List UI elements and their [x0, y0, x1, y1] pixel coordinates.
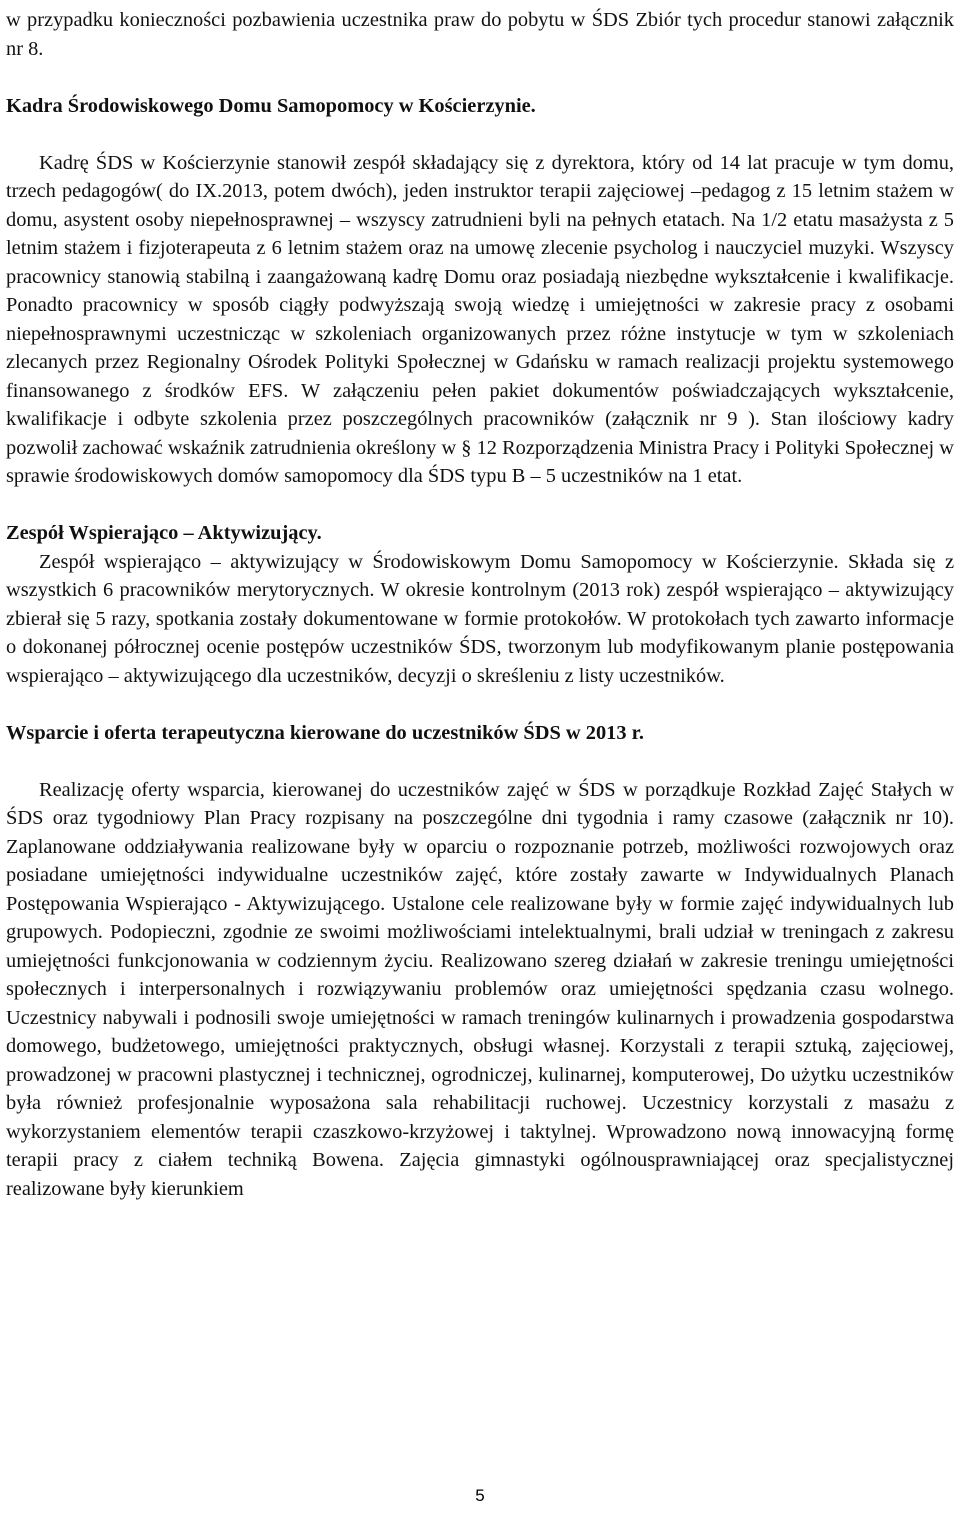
support-heading: Wsparcie i oferta terapeutyczna kierowane do uczestników ŚDS w 2013 r.	[6, 721, 644, 744]
spacer	[6, 63, 954, 92]
spacer	[6, 120, 954, 149]
team-heading: Zespół Wspierająco – Aktywizujący.	[6, 522, 322, 544]
spacer	[6, 491, 954, 520]
staff-paragraph: Kadrę ŚDS w Kościerzynie stanowił zespół składający się z dyrektora, który od 14 lat pracuje w tym domu, trzech pedagogów( do IX.2013, potem dwóch), jeden instruktor terapii zajęciowej –pedagog z 15 letnim stażem w domu, asystent osoby niepełnosprawnej – wszyscy zatrudnieni byli na pełnych etatach. Na 1/2 etatu masażysta z 5 letnim stażem i fizjoterapeuta z 6 letnim stażem oraz na umowę zlecenie psycholog i nauczyciel muzyki. Wszyscy pracownicy stanowią stabilną i zaangażowaną kadrę Domu oraz posiadają niezbędne wykształcenie i kwalifikacje. Ponadto pracownicy w sposób ciągły podwyższają swoją wiedzę i umiejętności w zakresie pracy z osobami niepełnosprawnymi uczestnicząc w szkoleniach organizowanych przez różne instytucje w tym w szkoleniach zlecanych przez Regionalny Ośrodek Polityki Społecznej w Gdańsku w ramach realizacji projektu systemowego finansowanego z środków EFS. W załączeniu pełen pakiet dokumentów poświadczających wykształcenie, kwalifikacje i odbyte szkolenia przez poszczególnych pracowników (załącznik nr 9 ). Stan ilościowy kadry pozwolił zachować wskaźnik zatrudnienia określony w § 12 Rozporządzenia Ministra Pracy i Polityki Społecznej w sprawie środowiskowych domów samopomocy dla ŚDS typu B – 5 uczestników na 1 etat.	[6, 151, 954, 487]
page-number: 5	[475, 1486, 485, 1505]
support-paragraph: Realizację oferty wsparcia, kierowanej do uczestników zajęć w ŚDS w porządkuje Rozkład Zajęć Stałych w ŚDS oraz tygodniowy Plan Pracy rozpisany na poszczególne dni tygodnia i ramy czasowe (załącznik nr 10). Zaplanowane oddziaływania realizowane były w oparciu o rozpoznanie potrzeb, możliwości rozwojowych oraz posiadane umiejętności indywidualne uczestników zajęć, które zostały zawarte w Indywidualnych Planach Postępowania Wspierająco - Aktywizującego. Ustalone cele realizowane były w formie zajęć indywidualnych lub grupowych. Podopieczni, zgodnie ze swoimi możliwościami intelektualnymi, brali udział w treningach z zakresu umiejętności funkcjonowania w codziennym życiu. Realizowano szereg działań w zakresie treningu umiejętności społecznych i interpersonalnych i rozwiązywaniu problemów oraz umiejętności spędzania czasu wolnego. Uczestnicy nabywali i podnosili swoje umiejętności w ramach treningów kulinarnych i prowadzenia gospodarstwa domowego, budżetowego, umiejętności praktycznych, obsługi własnej. Korzystali z terapii sztuką, zajęciowej, prowadzonej w pracowni plastycznej i technicznej, ogrodniczej, kulinarnej, komputerowej, Do użytku uczestników była również profesjonalnie wyposażona sala rehabilitacji ruchowej. Uczestnicy korzystali z masażu z wykorzystaniem elementów terapii czaszkowo-krzyżowej i taktylnej. Wprowadzono nową innowacyjną formę terapii pracy z ciałem techniką Bowena. Zajęcia gimnastyki ogólnousprawniającej oraz specjalistycznej realizowane były kierunkiem	[6, 778, 954, 1200]
intro-paragraph: w przypadku konieczności pozbawienia uczestnika praw do pobytu w ŚDS Zbiór tych procedur stanowi załącznik nr 8.	[6, 9, 954, 60]
spacer	[6, 747, 954, 776]
staff-heading: Kadra Środowiskowego Domu Samopomocy w Kościerzynie.	[6, 94, 536, 117]
spacer	[6, 690, 954, 719]
team-paragraph: Zespół wspierająco – aktywizujący w Środowiskowym Domu Samopomocy w Kościerzynie. Składa się z wszystkich 6 pracowników merytorycznych. W okresie kontrolnym (2013 rok) zespół wspierająco – aktywizujący zbierał się 5 razy, spotkania zostały dokumentowane w formie protokołów. W protokołach tych zawarto informacje o dokonanej półrocznej ocenie postępów uczestników ŚDS, tworzonym lub modyfikowanym planie postępowania wspierająco – aktywizującego dla uczestników, decyzji o skreśleniu z listy uczestników.	[6, 550, 954, 687]
